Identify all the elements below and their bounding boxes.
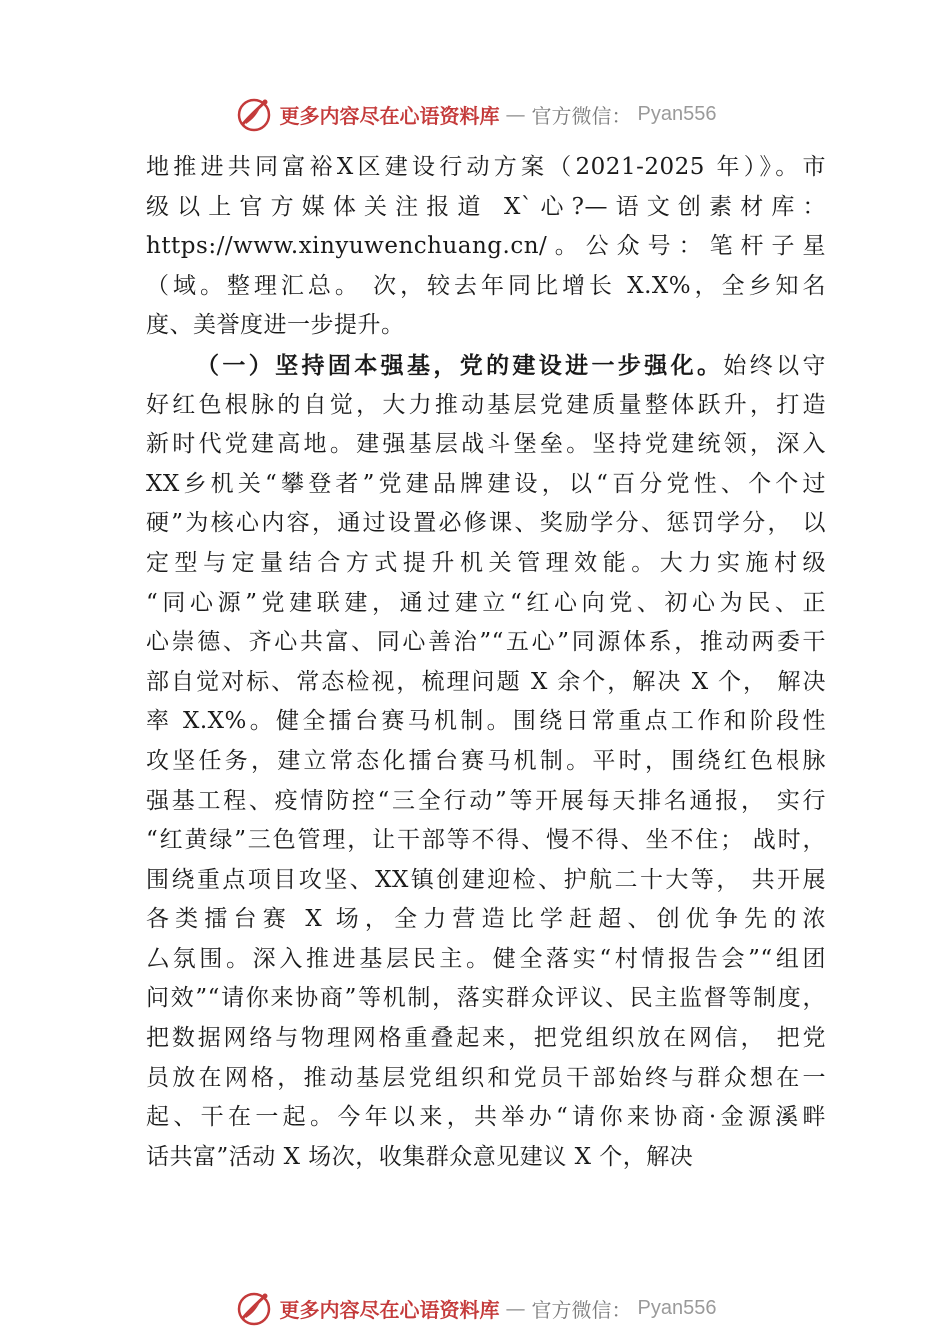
banner-separator: — — [505, 1296, 526, 1320]
text-line: “同心源”党建联建，通过建立“红心向党、初心为民、正 — [146, 589, 826, 616]
text-line: https://www.xinyuwenchuang.cn/。公众号：笔杆子星 — [146, 233, 826, 260]
pen-rose-logo-icon — [234, 94, 274, 134]
heading-continuation: 始终以守 — [723, 352, 827, 379]
section-heading: （一）坚持固本强基，党的建设进一步强化。 — [196, 351, 724, 379]
text-line: 员放在网格，推动基层党组织和党员干部始终与群众想在一 — [146, 1064, 826, 1091]
text-line: 部自觉对标、常态检视，梳理问题 X 余个，解决 X 个， 解决 — [146, 668, 826, 695]
text-line: 强基工程、疫情防控“三全行动”等开展每天排名通报， 实行 — [146, 787, 826, 814]
document-body — [146, 148, 826, 1177]
banner-separator: — — [505, 102, 526, 126]
text-line: 围绕重点项目攻坚、XX镇创建迎检、护航二十大等， 共开展 — [146, 866, 826, 893]
banner-wechat-id: Pyan556 — [637, 102, 717, 125]
text-line: 率 X.X%。健全擂台赛马机制。围绕日常重点工作和阶段性 — [146, 708, 826, 735]
text-line: 级以上官方媒体关注报道 X`心?—语文创素材库： — [146, 193, 826, 220]
paragraph-2 — [146, 346, 826, 1177]
text-line: 话共富”活动 X 场次，收集群众意见建议 X 个，解决 — [146, 1143, 694, 1170]
text-line: 把数据网络与物理网格重叠起来，把党组织放在网信， 把党 — [146, 1025, 826, 1052]
banner-main-text: 更多内容尽在心语资料库 — [279, 103, 500, 128]
text-line: XX乡机关“攀登者”党建品牌建设，以“百分党性、个个过 — [146, 470, 826, 497]
text-line: 问效”“请你来协商”等机制，落实群众评议、民主监督等制度， — [146, 985, 826, 1012]
text-line: 攻坚任务，建立常态化擂台赛马机制。平时，围绕红色根脉 — [146, 747, 826, 774]
text-line: （域。整理汇总。 次，较去年同比增长 X.X%，全乡知名 — [146, 272, 826, 299]
banner-main-text: 更多内容尽在心语资料库 — [279, 1297, 500, 1322]
text-line: 硬”为核心内容，通过设置必修课、奖励学分、惩罚学分， 以 — [146, 510, 826, 537]
text-line: 定型与定量结合方式提升机关管理效能。大力实施村级 — [146, 549, 826, 576]
banner-wechat-id: Pyan556 — [637, 1296, 717, 1319]
text-line-first — [146, 346, 826, 386]
banner-wechat-label: 官方微信： — [531, 103, 632, 128]
text-line: 心崇德、齐心共富、同心善治”“五心”同源体系，推动两委干 — [146, 629, 826, 656]
banner-wechat-label: 官方微信： — [531, 1297, 632, 1322]
text-line: 好红色根脉的自觉，大力推动基层党建质量整体跃升，打造 — [146, 391, 826, 418]
text-line: 度、美誉度进一步提升。 — [146, 312, 405, 339]
header-banner — [0, 92, 950, 136]
text-line: 新时代党建高地。建强基层战斗堡垒。坚持党建统领，深入 — [146, 431, 826, 458]
paragraph-1 — [146, 148, 826, 346]
footer-banner — [0, 1286, 950, 1330]
text-line: 厶氛围。深入推进基层民主。健全落实“村情报告会”“组团 — [146, 945, 826, 972]
text-line: 起、干在一起。今年以来，共举办“请你来协商·金源溪畔 — [146, 1104, 826, 1131]
text-line: 地推进共同富裕X区建设行动方案（2021-2025 年）》。市 — [146, 154, 826, 180]
pen-rose-logo-icon — [234, 1288, 274, 1328]
text-line: 各类擂台赛 X 场，全力营造比学赶超、创优争先的浓 — [146, 906, 826, 933]
text-line: “红黄绿”三色管理，让干部等不得、慢不得、坐不住； 战时， — [146, 827, 826, 854]
